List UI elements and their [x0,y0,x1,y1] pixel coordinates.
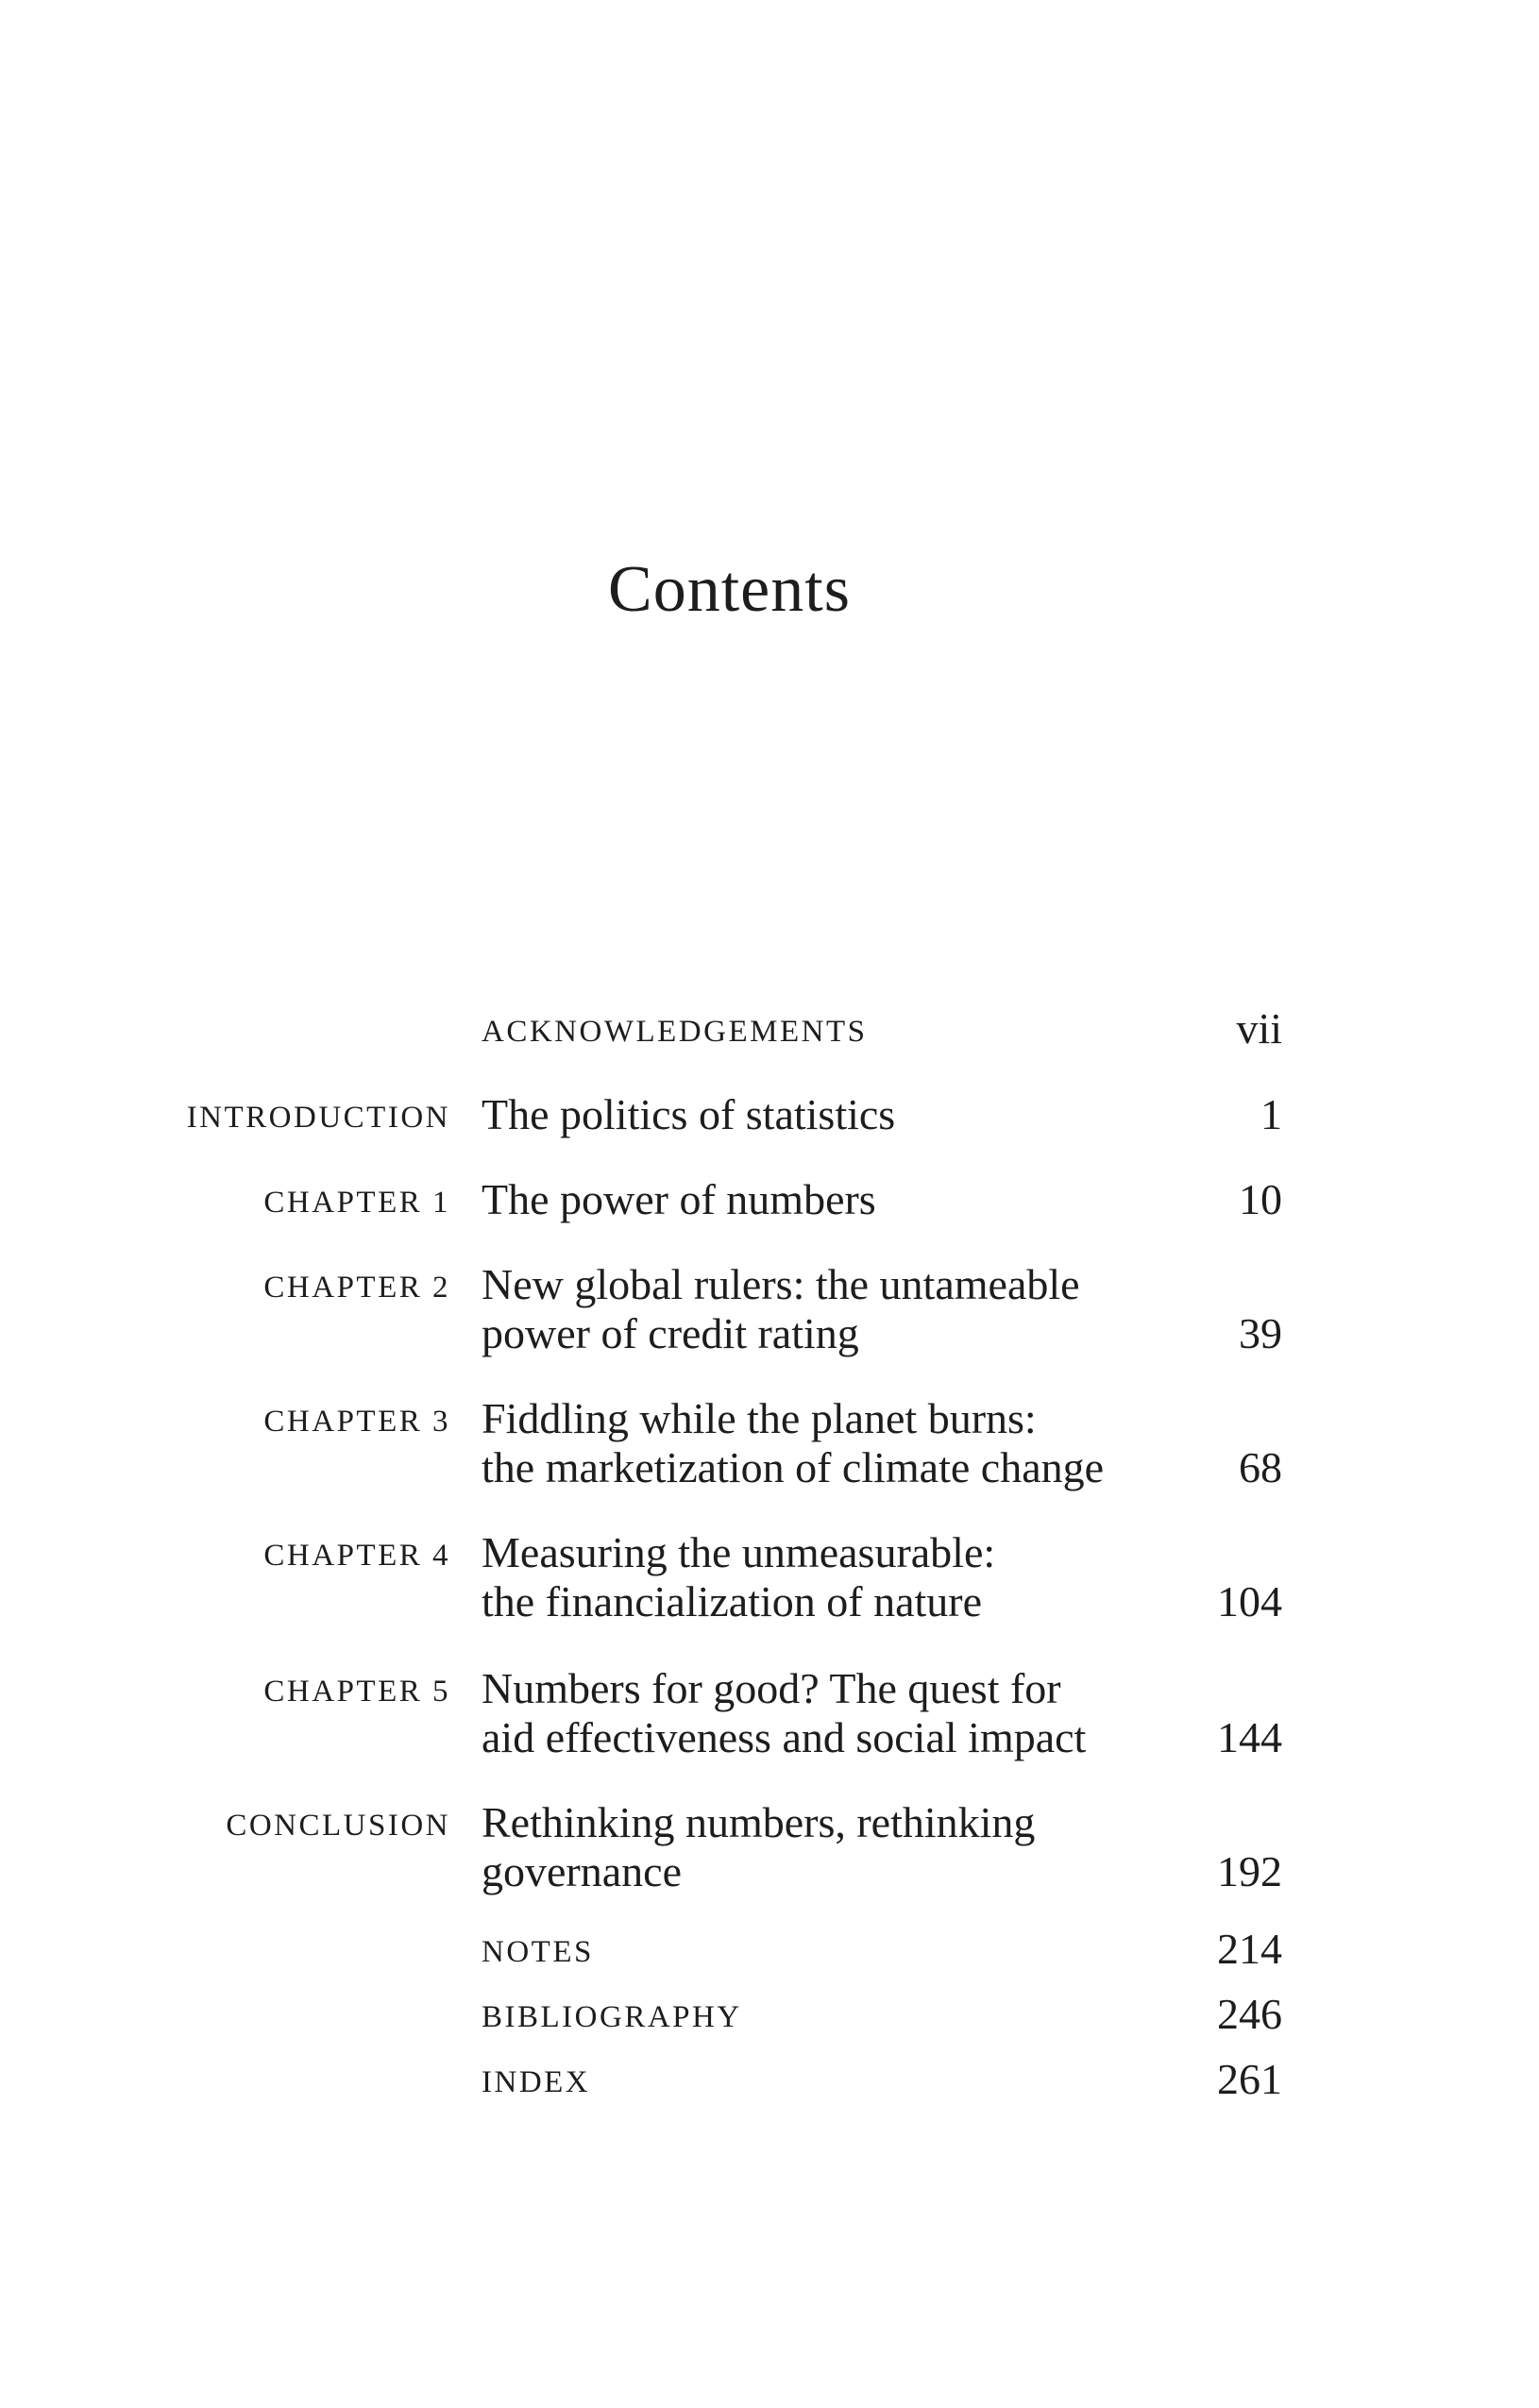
toc-entry-title [482,1004,1154,1053]
toc-entry-title [482,2055,1154,2104]
toc-entry-title-line: the financialization of nature [482,1577,983,1625]
toc-entry-title [482,1528,1154,1626]
toc-entry-page-number: 68 [1239,1443,1282,1491]
toc-entry [177,1798,1282,1896]
toc-entry-page-number: 104 [1217,1577,1282,1625]
toc-entry-title-line: New global rulers: the untameable [482,1260,1080,1308]
toc-entry-label: CHAPTER 3 [263,1405,450,1439]
toc-entry [177,1260,1282,1358]
toc-entry-title [482,1394,1154,1492]
toc-entry-title [482,1090,1154,1139]
toc-entry-title-line: the marketization of climate change [482,1443,1105,1491]
toc-entry [177,1528,1282,1626]
toc-entry-label: CHAPTER 1 [263,1186,450,1220]
toc-entry-label [177,2058,450,2107]
toc-entry [177,1090,1282,1139]
toc-entry-title-line: ACKNOWLEDGEMENTS [482,1015,868,1049]
toc-entry-title-line: BIBLIOGRAPHY [482,2000,742,2034]
toc-entry-title-line: Measuring the unmeasurable: [482,1528,996,1576]
toc-entry [177,1925,1282,1974]
toc-entry-title-line: Fiddling while the planet burns: [482,1394,1037,1442]
toc-entry-label [177,1928,450,1977]
toc-entry [177,1664,1282,1762]
toc-entry-title-line: INDEX [482,2065,591,2099]
toc-entry-label: CHAPTER 5 [263,1675,450,1709]
toc-entry-page-number: 246 [1217,1990,1282,2038]
page-title: Contents [608,553,851,626]
toc-entry [177,1004,1282,1053]
toc-entry-title [482,1664,1154,1762]
toc-entry-page-number: 214 [1217,1925,1282,1973]
toc-entry-title-line: aid effectiveness and social impact [482,1713,1087,1761]
toc-entry-page-number: 10 [1239,1175,1282,1223]
toc-entry-title [482,1990,1154,2039]
toc-entry-page-number: vii [1236,1004,1282,1052]
toc-entry-title [482,1798,1154,1896]
toc-entry-title-line: governance [482,1847,682,1895]
toc-entry-page-number: 192 [1217,1847,1282,1895]
toc-entry-label [177,1993,450,2042]
toc-entry-label: INTRODUCTION [186,1101,450,1135]
toc-entry-page-number: 1 [1260,1090,1282,1138]
toc-entry-title [482,1260,1154,1358]
toc-entry-label: CONCLUSION [226,1809,450,1843]
toc-entry-title-line: Rethinking numbers, rethinking [482,1798,1036,1846]
toc-entry [177,1990,1282,2039]
toc-entry [177,1394,1282,1492]
toc-entry-label: CHAPTER 4 [263,1539,450,1573]
toc-entry-title-line: NOTES [482,1935,594,1969]
toc-entry-page-number: 39 [1239,1309,1282,1357]
toc-entry-title-line: Numbers for good? The quest for [482,1664,1061,1712]
toc-entry-title-line: The power of numbers [482,1175,876,1223]
toc-entry-page-number: 261 [1217,2055,1282,2103]
toc-entry-title-line: The politics of statistics [482,1090,896,1138]
toc-entry-title [482,1925,1154,1974]
toc-entry-label: CHAPTER 2 [263,1271,450,1305]
toc-entry-page-number: 144 [1217,1713,1282,1761]
toc-entry-title [482,1175,1154,1224]
toc-entry-label [177,1007,450,1056]
toc-entry [177,2055,1282,2104]
toc-entry [177,1175,1282,1224]
toc-entry-title-line: power of credit rating [482,1309,859,1357]
